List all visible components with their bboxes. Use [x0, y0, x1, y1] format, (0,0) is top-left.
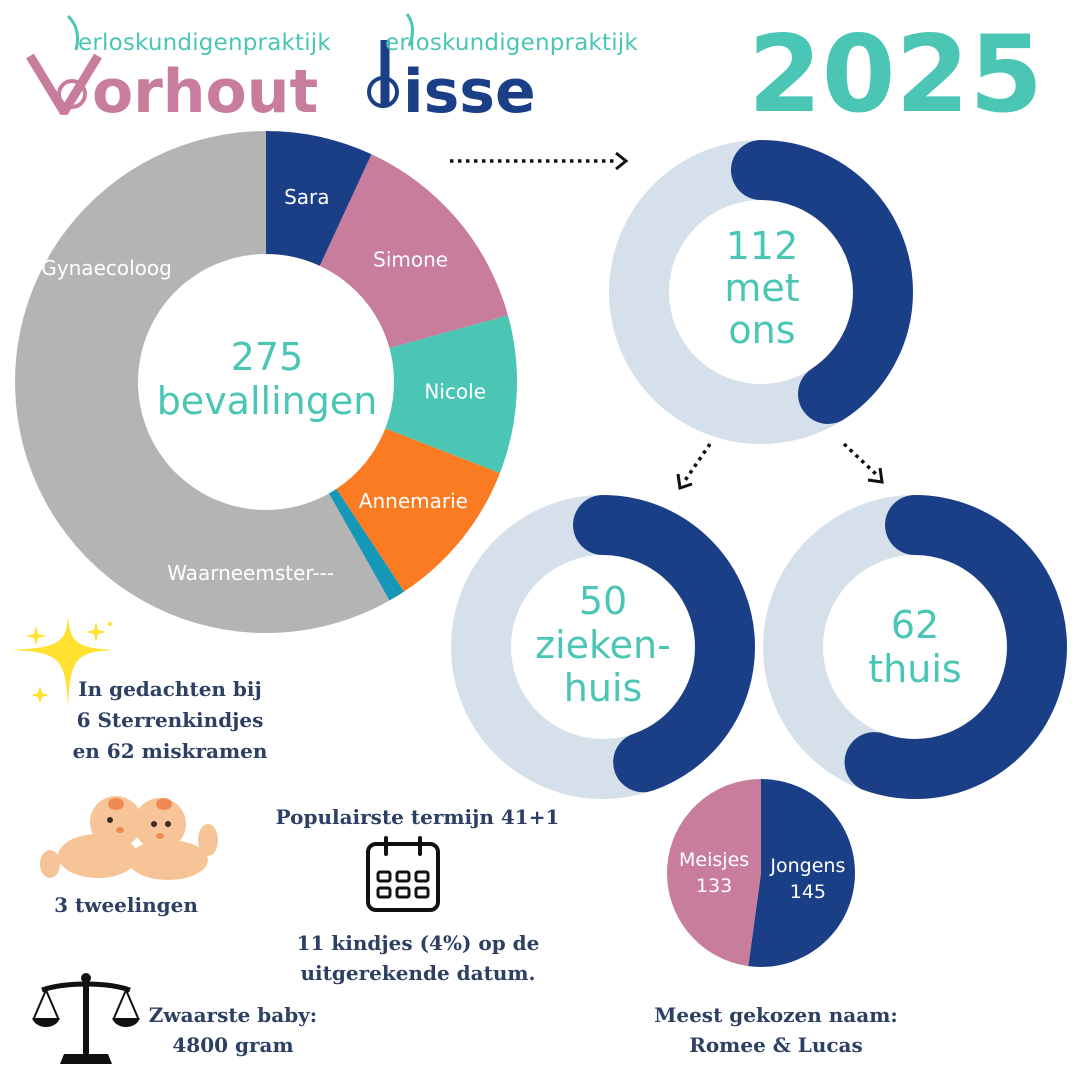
twins-note: 3 tweelingen: [54, 893, 198, 917]
stars-note: [62, 674, 278, 767]
heaviest-note-line-1: Zwaarste baby:: [148, 1003, 318, 1027]
term-title: Populairste termijn 41+1: [275, 805, 560, 829]
scale-icon: [30, 968, 142, 1068]
deliveries-count: 275: [230, 335, 304, 379]
deliveries-center-label: [126, 336, 408, 423]
calendar-icon: [362, 834, 444, 916]
heaviest-note-line-2: 4800 gram: [172, 1033, 294, 1057]
logo-lisse-big-text: isse: [403, 57, 536, 127]
logo-lisse: [355, 10, 685, 127]
heaviest-note: [130, 1000, 336, 1060]
hospital-count: 50: [578, 579, 628, 623]
slice-label-meisjes: Meisjes: [679, 848, 750, 871]
with-us-word-1: met: [724, 265, 800, 310]
slice-meisjes: [667, 779, 761, 966]
logo-voorhout-big-text: orhout: [92, 57, 319, 127]
logo-voorhout-small-text: erloskundigenpraktijk: [78, 30, 331, 56]
slice-label-waarneemster: Waarneemster---: [167, 561, 334, 585]
names-note: [636, 1000, 916, 1060]
logo-lisse-small-text: erloskundigenpraktijk: [385, 30, 638, 56]
home-word: thuis: [868, 646, 962, 691]
term-text: [268, 928, 568, 988]
hospital-center-label: [513, 580, 693, 711]
slice-label-nicole: Nicole: [424, 379, 487, 404]
slice-label-sara: Sara: [284, 184, 330, 209]
home-count: 62: [890, 603, 940, 647]
hospital-word-2: huis: [563, 666, 643, 711]
year-title: 2025: [748, 13, 1044, 136]
names-note-line-1: Meest gekozen naam:: [654, 1003, 898, 1027]
stars-note-line-3: en 62 miskramen: [72, 739, 268, 763]
gender-pie-chart: [666, 778, 856, 968]
slice-label-gynaecoloog: Gynaecoloog: [41, 255, 172, 280]
slice-value-meisjes: 133: [695, 874, 733, 897]
hospital-word-1: zieken-: [535, 622, 671, 667]
stars-note-line-1: In gedachten bij: [78, 677, 262, 701]
logo-voorhout: [20, 10, 355, 127]
term-text-line-1: 11 kindjes (4%) op de: [296, 931, 540, 955]
home-center-label: [825, 604, 1005, 691]
with-us-count: 112: [725, 224, 799, 268]
dotted-arrow-down-left: [670, 438, 720, 494]
dotted-arrow-down-right: [838, 438, 890, 488]
names-note-line-2: Romee & Lucas: [689, 1033, 863, 1057]
slice-value-jongens: 145: [789, 881, 827, 904]
slice-label-simone: Simone: [373, 247, 449, 272]
with-us-center-label: [672, 226, 852, 351]
slice-label-jongens: Jongens: [770, 855, 846, 878]
with-us-word-2: ons: [728, 307, 796, 352]
stars-note-line-2: 6 Sterrenkindjes: [76, 708, 264, 732]
term-text-line-2: uitgerekende datum.: [300, 961, 536, 985]
deliveries-word: bevallingen: [156, 378, 378, 423]
slice-label-annemarie: Annemarie: [358, 489, 468, 514]
twin-babies-icon: [40, 790, 220, 890]
